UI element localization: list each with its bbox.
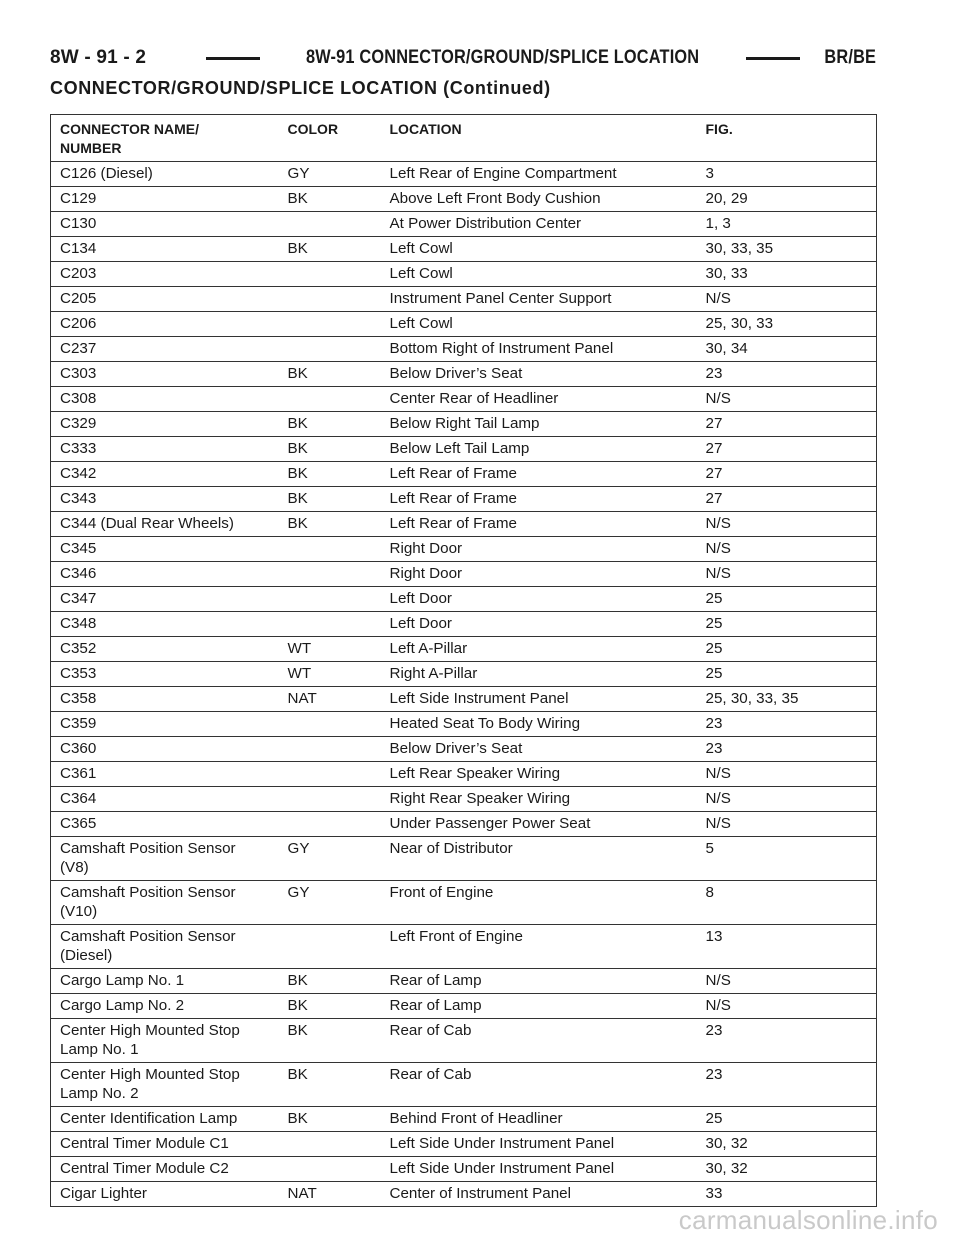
fig-cell: 30, 33: [697, 262, 877, 287]
fig-cell: 3: [697, 162, 877, 187]
fig-cell: 27: [697, 412, 877, 437]
connector-name-cell: C205: [51, 287, 279, 312]
table-row: [51, 662, 877, 687]
fig-cell: N/S: [697, 562, 877, 587]
connector-name-cell: C360: [51, 737, 279, 762]
column-location-header: LOCATION: [381, 115, 697, 162]
column-fig-header: FIG.: [697, 115, 877, 162]
location-cell: Left Rear of Frame: [381, 512, 697, 537]
connector-name-cell: C130: [51, 212, 279, 237]
table-row: [51, 487, 877, 512]
table-row: [51, 187, 877, 212]
location-cell: Left Rear Speaker Wiring: [381, 762, 697, 787]
fig-cell: 23: [697, 1063, 877, 1107]
fig-cell: N/S: [697, 287, 877, 312]
fig-cell: 27: [697, 487, 877, 512]
color-cell: [279, 387, 381, 412]
location-cell: Rear of Lamp: [381, 969, 697, 994]
table-row: [51, 687, 877, 712]
table-row: [51, 837, 877, 881]
section-subtitle: CONNECTOR/GROUND/SPLICE LOCATION (Continued): [50, 78, 551, 98]
table-row: [51, 212, 877, 237]
header-page-number: 8W - 91 - 2: [50, 47, 147, 68]
fig-cell: 27: [697, 462, 877, 487]
connector-name-cell: Camshaft Position Sensor (V8): [51, 837, 279, 881]
color-cell: [279, 1157, 381, 1182]
location-cell: Under Passenger Power Seat: [381, 812, 697, 837]
connector-name-cell: Cargo Lamp No. 1: [51, 969, 279, 994]
connector-name-cell: C345: [51, 537, 279, 562]
color-cell: BK: [279, 187, 381, 212]
fig-cell: 25: [697, 612, 877, 637]
table-row: [51, 762, 877, 787]
fig-cell: N/S: [697, 762, 877, 787]
fig-cell: N/S: [697, 787, 877, 812]
column-color-header: COLOR: [279, 115, 381, 162]
table-row: [51, 1132, 877, 1157]
location-cell: Below Left Tail Lamp: [381, 437, 697, 462]
header-model-code: BR/BE: [824, 47, 876, 68]
fig-cell: 23: [697, 362, 877, 387]
location-cell: Left Side Under Instrument Panel: [381, 1132, 697, 1157]
color-cell: BK: [279, 412, 381, 437]
location-cell: Left Rear of Frame: [381, 462, 697, 487]
fig-cell: 33: [697, 1182, 877, 1207]
color-cell: NAT: [279, 1182, 381, 1207]
fig-cell: N/S: [697, 387, 877, 412]
connector-name-cell: Camshaft Position Sensor (V10): [51, 881, 279, 925]
connector-name-cell: Center High Mounted Stop Lamp No. 2: [51, 1063, 279, 1107]
location-cell: Center Rear of Headliner: [381, 387, 697, 412]
connector-name-cell: C359: [51, 712, 279, 737]
location-cell: Bottom Right of Instrument Panel: [381, 337, 697, 362]
location-cell: Left Side Under Instrument Panel: [381, 1157, 697, 1182]
table-row: [51, 337, 877, 362]
color-cell: [279, 787, 381, 812]
fig-cell: 20, 29: [697, 187, 877, 212]
color-cell: BK: [279, 362, 381, 387]
location-cell: Rear of Cab: [381, 1019, 697, 1063]
fig-cell: 5: [697, 837, 877, 881]
fig-cell: 13: [697, 925, 877, 969]
fig-cell: 30, 34: [697, 337, 877, 362]
location-cell: Left A-Pillar: [381, 637, 697, 662]
table-row: [51, 387, 877, 412]
connector-name-cell: C126 (Diesel): [51, 162, 279, 187]
table-row: [51, 812, 877, 837]
table-row: [51, 237, 877, 262]
connector-name-cell: C237: [51, 337, 279, 362]
fig-cell: 27: [697, 437, 877, 462]
location-cell: Left Door: [381, 587, 697, 612]
location-cell: Behind Front of Headliner: [381, 1107, 697, 1132]
table-row: [51, 162, 877, 187]
location-cell: Rear of Lamp: [381, 994, 697, 1019]
color-cell: [279, 287, 381, 312]
location-cell: Center of Instrument Panel: [381, 1182, 697, 1207]
location-cell: At Power Distribution Center: [381, 212, 697, 237]
fig-cell: 25: [697, 1107, 877, 1132]
location-cell: Left Cowl: [381, 312, 697, 337]
fig-cell: 23: [697, 712, 877, 737]
fig-cell: 30, 32: [697, 1157, 877, 1182]
connector-name-cell: C129: [51, 187, 279, 212]
color-cell: [279, 337, 381, 362]
fig-cell: 30, 32: [697, 1132, 877, 1157]
table-row: [51, 512, 877, 537]
connector-name-cell: C364: [51, 787, 279, 812]
color-cell: BK: [279, 1107, 381, 1132]
fig-cell: 1, 3: [697, 212, 877, 237]
location-cell: Heated Seat To Body Wiring: [381, 712, 697, 737]
table-row: [51, 1107, 877, 1132]
location-cell: Right Door: [381, 537, 697, 562]
table-row: [51, 712, 877, 737]
table-row: [51, 312, 877, 337]
location-cell: Instrument Panel Center Support: [381, 287, 697, 312]
location-cell: Above Left Front Body Cushion: [381, 187, 697, 212]
fig-cell: 25, 30, 33, 35: [697, 687, 877, 712]
table-row: [51, 437, 877, 462]
table-row: [51, 362, 877, 387]
table-row: [51, 1157, 877, 1182]
column-connector-name-header: CONNECTOR NAME/ NUMBER: [51, 115, 279, 162]
fig-cell: 25: [697, 637, 877, 662]
color-cell: [279, 812, 381, 837]
connector-name-cell: Cigar Lighter: [51, 1182, 279, 1207]
location-cell: Left Rear of Engine Compartment: [381, 162, 697, 187]
location-cell: Below Driver’s Seat: [381, 362, 697, 387]
table-row: [51, 969, 877, 994]
fig-cell: 25: [697, 587, 877, 612]
connector-name-cell: C333: [51, 437, 279, 462]
color-cell: BK: [279, 487, 381, 512]
table-row: [51, 287, 877, 312]
color-cell: [279, 587, 381, 612]
color-cell: [279, 312, 381, 337]
connector-name-cell: C308: [51, 387, 279, 412]
location-cell: Left Front of Engine: [381, 925, 697, 969]
color-cell: GY: [279, 162, 381, 187]
connector-name-cell: C342: [51, 462, 279, 487]
color-cell: [279, 737, 381, 762]
location-cell: Below Driver’s Seat: [381, 737, 697, 762]
connector-name-cell: Center Identification Lamp: [51, 1107, 279, 1132]
fig-cell: 23: [697, 1019, 877, 1063]
connector-name-cell: C353: [51, 662, 279, 687]
connector-name-cell: Central Timer Module C1: [51, 1132, 279, 1157]
color-cell: BK: [279, 512, 381, 537]
color-cell: BK: [279, 237, 381, 262]
table-row: [51, 881, 877, 925]
header-rule-right: [746, 57, 800, 60]
connector-name-cell: C344 (Dual Rear Wheels): [51, 512, 279, 537]
connector-name-cell: C206: [51, 312, 279, 337]
connector-name-cell: Cargo Lamp No. 2: [51, 994, 279, 1019]
table-row: [51, 994, 877, 1019]
table-row: [51, 262, 877, 287]
location-cell: Left Cowl: [381, 262, 697, 287]
fig-cell: 30, 33, 35: [697, 237, 877, 262]
table-row: [51, 637, 877, 662]
color-cell: [279, 537, 381, 562]
table-row: [51, 925, 877, 969]
table-row: [51, 562, 877, 587]
color-cell: [279, 1132, 381, 1157]
header-section-title: 8W-91 CONNECTOR/GROUND/SPLICE LOCATION: [306, 47, 700, 68]
connector-name-cell: C134: [51, 237, 279, 262]
fig-cell: N/S: [697, 994, 877, 1019]
location-cell: Left Rear of Frame: [381, 487, 697, 512]
header-right-wrap: [808, 47, 876, 69]
header-rule-left: [206, 57, 260, 60]
connector-location-table: [50, 114, 877, 1207]
fig-cell: 8: [697, 881, 877, 925]
location-cell: Left Cowl: [381, 237, 697, 262]
location-cell: Front of Engine: [381, 881, 697, 925]
connector-name-cell: Center High Mounted Stop Lamp No. 1: [51, 1019, 279, 1063]
watermark: carmanualsonline.info: [678, 1205, 938, 1235]
location-cell: Right Door: [381, 562, 697, 587]
table-row: [51, 462, 877, 487]
location-cell: Left Side Instrument Panel: [381, 687, 697, 712]
location-cell: Right Rear Speaker Wiring: [381, 787, 697, 812]
color-cell: GY: [279, 881, 381, 925]
fig-cell: 25, 30, 33: [697, 312, 877, 337]
fig-cell: N/S: [697, 512, 877, 537]
fig-cell: N/S: [697, 537, 877, 562]
fig-cell: N/S: [697, 812, 877, 837]
table-body: [51, 162, 877, 1207]
connector-name-cell: C352: [51, 637, 279, 662]
connector-name-cell: C303: [51, 362, 279, 387]
color-cell: [279, 612, 381, 637]
connector-name-cell: C346: [51, 562, 279, 587]
color-cell: [279, 712, 381, 737]
connector-name-cell: C361: [51, 762, 279, 787]
table-row: [51, 537, 877, 562]
fig-cell: 23: [697, 737, 877, 762]
location-cell: Below Right Tail Lamp: [381, 412, 697, 437]
fig-cell: 25: [697, 662, 877, 687]
location-cell: Right A-Pillar: [381, 662, 697, 687]
connector-name-cell: Central Timer Module C2: [51, 1157, 279, 1182]
table-row: [51, 737, 877, 762]
header-mid-wrap: [268, 47, 738, 69]
color-cell: [279, 925, 381, 969]
table-header-row: [51, 115, 877, 162]
table-row: [51, 1182, 877, 1207]
connector-name-cell: Camshaft Position Sensor (Diesel): [51, 925, 279, 969]
location-cell: Left Door: [381, 612, 697, 637]
color-cell: [279, 762, 381, 787]
color-cell: WT: [279, 662, 381, 687]
color-cell: BK: [279, 462, 381, 487]
table-row: [51, 612, 877, 637]
table-row: [51, 1019, 877, 1063]
connector-name-cell: C203: [51, 262, 279, 287]
color-cell: GY: [279, 837, 381, 881]
table-row: [51, 587, 877, 612]
color-cell: BK: [279, 994, 381, 1019]
color-cell: BK: [279, 1019, 381, 1063]
connector-name-cell: C347: [51, 587, 279, 612]
color-cell: WT: [279, 637, 381, 662]
connector-name-cell: C329: [51, 412, 279, 437]
color-cell: BK: [279, 969, 381, 994]
connector-name-cell: C348: [51, 612, 279, 637]
fig-cell: N/S: [697, 969, 877, 994]
color-cell: BK: [279, 437, 381, 462]
table-row: [51, 787, 877, 812]
color-cell: [279, 262, 381, 287]
color-cell: [279, 562, 381, 587]
header-left-wrap: [50, 47, 198, 69]
connector-name-cell: C358: [51, 687, 279, 712]
location-cell: Rear of Cab: [381, 1063, 697, 1107]
color-cell: [279, 212, 381, 237]
connector-name-cell: C343: [51, 487, 279, 512]
connector-name-cell: C365: [51, 812, 279, 837]
color-cell: BK: [279, 1063, 381, 1107]
table-row: [51, 412, 877, 437]
color-cell: NAT: [279, 687, 381, 712]
table-row: [51, 1063, 877, 1107]
location-cell: Near of Distributor: [381, 837, 697, 881]
page-header: [50, 44, 876, 72]
